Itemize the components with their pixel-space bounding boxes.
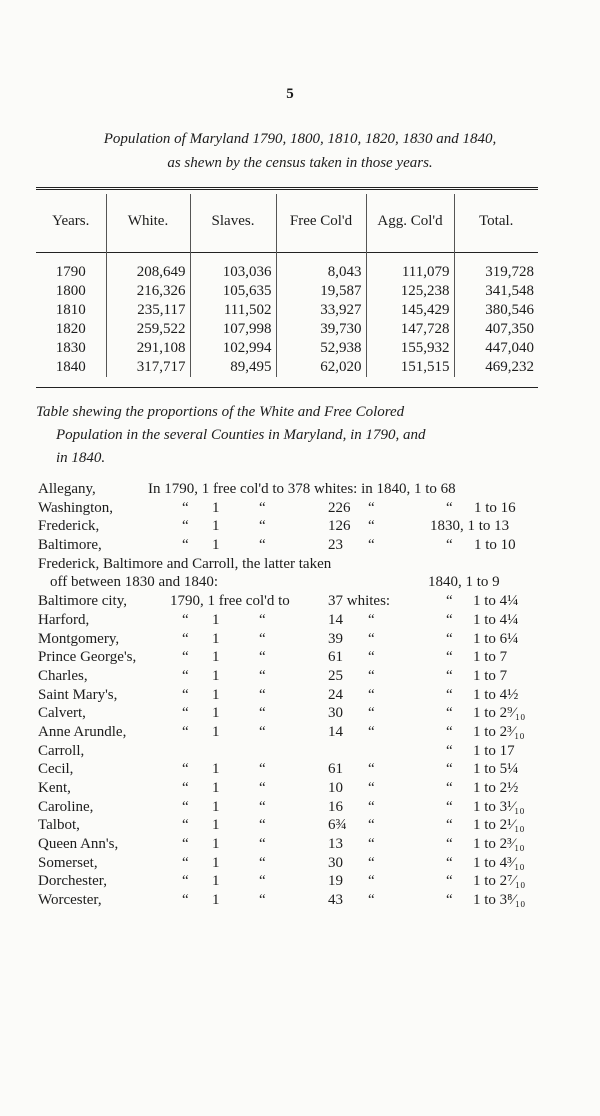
ditto-mark: “ <box>446 798 453 815</box>
ratio-1840: 1 to 16 <box>474 499 516 516</box>
cell-slaves: 89,495 <box>190 358 276 377</box>
cell-year: 1790 <box>55 264 86 280</box>
ratio-one: 1 <box>212 537 220 554</box>
whites-1790: 10 <box>328 780 343 796</box>
whites-1790: 43 <box>328 892 343 909</box>
county-name: Washington, <box>38 499 114 516</box>
cell-total: 447,040 <box>454 339 538 358</box>
county-name: Prince George's, <box>38 649 137 666</box>
page-title <box>30 127 570 175</box>
county-row <box>38 854 558 873</box>
cell-free-colored: 39,730 <box>276 320 366 339</box>
county-name: Anne Arundle, <box>38 723 127 740</box>
cell-slaves: 111,502 <box>190 301 276 320</box>
title-line-1: Population of Maryland 1790, 1800, 1810, 1820, 1830 and 1840, <box>103 131 497 147</box>
county-row <box>38 779 558 798</box>
ratio-one: 1 <box>212 611 220 628</box>
census-row <box>36 358 538 377</box>
county-name: Worcester, <box>38 892 102 909</box>
ditto-mark: “ <box>368 667 375 684</box>
ratio-one: 1 <box>212 630 220 647</box>
county-row <box>38 686 558 705</box>
ditto-mark: “ <box>446 836 453 853</box>
ratio-1840: 1 to 2⁹⁄₁₀ <box>473 705 526 722</box>
county-row <box>38 517 558 536</box>
county-proportions-list <box>38 480 558 910</box>
county-name: Saint Mary's, <box>38 686 118 703</box>
cell-year: 1810 <box>55 302 86 318</box>
census-row <box>36 282 538 301</box>
cell-total: 380,546 <box>454 301 538 320</box>
note-row <box>38 573 558 592</box>
ditto-mark: “ <box>182 611 189 628</box>
ratio-1840: 1 to 10 <box>474 537 516 554</box>
top-double-rule <box>36 187 538 190</box>
table2-title-line-3: in 1840. <box>56 450 106 466</box>
ditto-mark: “ <box>446 761 453 778</box>
ditto-mark: “ <box>182 798 189 815</box>
county-row <box>38 760 558 779</box>
ditto-mark: “ <box>368 873 375 890</box>
cell-free-colored: 33,927 <box>276 301 366 320</box>
cell-agg-colored: 147,728 <box>366 320 454 339</box>
county-name: Montgomery, <box>38 630 120 647</box>
whites-1790: 16 <box>328 798 343 815</box>
whites-1790: 19 <box>328 873 343 890</box>
table2-title-line-1: Table shewing the proportions of the White and Free Colored <box>36 404 405 420</box>
county-name: Caroline, <box>38 798 94 815</box>
county-name: Kent, <box>38 780 71 796</box>
county-name: Queen Ann's, <box>38 836 119 853</box>
ditto-mark: “ <box>259 705 266 722</box>
ratio-1840: 1 to 3¹⁄₁₀ <box>473 798 525 815</box>
cell-total: 341,548 <box>454 282 538 301</box>
ditto-mark: “ <box>368 611 375 628</box>
ditto-mark: “ <box>259 892 266 909</box>
cell-year: 1800 <box>55 283 86 299</box>
county-ratio-text: In 1790, 1 free col'd to 378 whites: in 1840, 1 to 68 <box>148 481 456 497</box>
whites-1790: 37 whites: <box>328 593 391 610</box>
county-row <box>38 872 558 891</box>
note-ratio: 1840, 1 to 9 <box>428 574 500 591</box>
cell-year: 1820 <box>55 321 86 337</box>
county-name: Baltimore city, <box>38 593 128 610</box>
ditto-mark: “ <box>446 873 453 890</box>
ditto-mark: “ <box>446 499 453 516</box>
whites-1790: 13 <box>328 836 343 853</box>
cell-agg-colored: 151,515 <box>366 358 454 377</box>
county-name: Calvert, <box>38 705 86 722</box>
ditto-mark: “ <box>259 667 266 684</box>
census-header-row <box>36 194 538 248</box>
ditto-mark: “ <box>259 836 266 853</box>
cell-free-colored: 19,587 <box>276 282 366 301</box>
ditto-mark: “ <box>182 518 189 535</box>
county-row <box>38 723 558 742</box>
note-row <box>38 555 558 574</box>
ratio-one: 1 <box>212 649 220 666</box>
county-name: Somerset, <box>38 854 98 871</box>
ditto-mark: “ <box>259 630 266 647</box>
cell-slaves: 102,994 <box>190 339 276 358</box>
ratio-one: 1 <box>212 761 220 778</box>
cell-slaves: 107,998 <box>190 320 276 339</box>
whites-1790: 30 <box>328 854 343 871</box>
header-slaves: Slaves. <box>190 194 276 248</box>
whites-1790: 14 <box>328 723 343 740</box>
ditto-mark: “ <box>259 854 266 871</box>
ditto-mark: “ <box>368 892 375 909</box>
ditto-mark: “ <box>259 780 266 796</box>
cell-free-colored: 52,938 <box>276 339 366 358</box>
county-name: Baltimore, <box>38 537 102 554</box>
ratio-one: 1 <box>212 798 220 815</box>
county-row <box>38 891 558 910</box>
county-name: Harford, <box>38 611 90 628</box>
ratio-1840: 1 to 6¼ <box>473 630 519 647</box>
census-row <box>36 320 538 339</box>
county-row <box>38 704 558 723</box>
whites-1790: 14 <box>328 611 343 628</box>
ditto-mark: “ <box>182 499 189 516</box>
ratio-1840: 1 to 17 <box>473 742 515 759</box>
county-row <box>38 611 558 630</box>
ratio-1840: 1 to 5¼ <box>473 761 519 778</box>
ratio-one: 1 <box>212 686 220 703</box>
ratio-1840: 1830, 1 to 13 <box>430 518 510 535</box>
header-years: Years. <box>52 212 90 229</box>
county-name: Allegany, <box>38 481 96 497</box>
ratio-1840: 1 to 3⁸⁄₁₀ <box>473 892 526 909</box>
county-row <box>38 592 558 611</box>
cell-white: 259,522 <box>106 320 190 339</box>
ditto-mark: “ <box>259 537 266 554</box>
whites-1790: 126 <box>328 518 351 535</box>
cell-white: 317,717 <box>106 358 190 377</box>
county-row <box>38 480 558 499</box>
ditto-mark: “ <box>182 836 189 853</box>
county-row <box>38 798 558 817</box>
ditto-mark: “ <box>182 667 189 684</box>
ratio-1840: 1 to 2½ <box>473 780 519 796</box>
ditto-mark: “ <box>446 611 453 628</box>
header-free-colored: Free Col'd <box>276 194 366 248</box>
ditto-mark: “ <box>446 649 453 666</box>
cell-total: 319,728 <box>454 263 538 282</box>
ratio-1840: 1 to 7 <box>473 667 508 684</box>
ditto-mark: “ <box>368 705 375 722</box>
cell-white: 291,108 <box>106 339 190 358</box>
county-row <box>38 499 558 518</box>
ditto-mark: “ <box>182 649 189 666</box>
ditto-mark: “ <box>259 686 266 703</box>
ratio-one: 1 <box>212 873 220 890</box>
county-name: Dorchester, <box>38 873 107 890</box>
header-white: White. <box>106 194 190 248</box>
ditto-mark: “ <box>182 873 189 890</box>
census-table <box>36 194 538 377</box>
bottom-rule <box>36 387 538 388</box>
ditto-mark: “ <box>368 854 375 871</box>
ratio-one: 1 <box>212 667 220 684</box>
whites-1790: 226 <box>328 499 351 516</box>
header-agg-colored: Agg. Col'd <box>366 194 454 248</box>
ditto-mark: “ <box>446 686 453 703</box>
ditto-mark: “ <box>446 705 453 722</box>
ditto-mark: “ <box>259 817 266 834</box>
cell-agg-colored: 155,932 <box>366 339 454 358</box>
ratio-one: 1 <box>212 854 220 871</box>
ditto-mark: “ <box>182 630 189 647</box>
whites-1790: 30 <box>328 705 343 722</box>
ditto-mark: “ <box>368 836 375 853</box>
page-number: 5 <box>286 86 294 102</box>
ratio-one: 1 <box>212 499 220 516</box>
note-line-1: Frederick, Baltimore and Carroll, the latter taken <box>38 555 332 572</box>
whites-1790: 24 <box>328 686 343 703</box>
ratio-1840: 1 to 7 <box>473 649 508 666</box>
ratio-1840: 1 to 4¼ <box>473 593 519 610</box>
ditto-mark: “ <box>368 499 375 516</box>
whites-1790: 61 <box>328 649 343 666</box>
ratio-one: 1 <box>212 780 220 796</box>
ditto-mark: “ <box>182 892 189 909</box>
cell-agg-colored: 145,429 <box>366 301 454 320</box>
county-name: Frederick, <box>38 518 100 535</box>
ditto-mark: “ <box>368 630 375 647</box>
ditto-mark: “ <box>368 780 375 796</box>
census-row <box>36 263 538 282</box>
ditto-mark: “ <box>446 854 453 871</box>
ditto-mark: “ <box>259 611 266 628</box>
census-row <box>36 301 538 320</box>
whites-1790: 6¾ <box>328 817 347 834</box>
ditto-mark: “ <box>368 761 375 778</box>
ditto-mark: “ <box>182 686 189 703</box>
whites-1790: 39 <box>328 630 343 647</box>
ditto-mark: “ <box>259 873 266 890</box>
ditto-mark: “ <box>368 537 375 554</box>
ditto-mark: “ <box>182 723 189 740</box>
ratio-1840: 1 to 2¹⁄₁₀ <box>473 817 525 834</box>
ratio-1840: 1 to 2⁷⁄₁₀ <box>473 873 526 890</box>
ditto-mark: “ <box>259 649 266 666</box>
ditto-mark: “ <box>368 518 375 535</box>
cell-year: 1840 <box>55 359 86 375</box>
ditto-mark: “ <box>182 705 189 722</box>
ditto-mark: “ <box>368 686 375 703</box>
cell-white: 216,326 <box>106 282 190 301</box>
ratio-1840: 1 to 2³⁄₁₀ <box>473 836 525 853</box>
ditto-mark: “ <box>182 817 189 834</box>
ditto-mark: “ <box>446 817 453 834</box>
county-row <box>38 816 558 835</box>
cell-total: 469,232 <box>454 358 538 377</box>
ditto-mark: “ <box>259 723 266 740</box>
header-total: Total. <box>454 194 538 248</box>
ditto-mark: “ <box>446 780 453 796</box>
ratio-1840: 1 to 4½ <box>473 686 519 703</box>
cell-agg-colored: 125,238 <box>366 282 454 301</box>
census-row <box>36 339 538 358</box>
county-row <box>38 648 558 667</box>
cell-white: 208,649 <box>106 263 190 282</box>
ditto-mark: “ <box>446 892 453 909</box>
ratio-1840: 1 to 2³⁄₁₀ <box>473 723 525 740</box>
ditto-mark: “ <box>446 537 453 554</box>
ditto-mark: “ <box>368 798 375 815</box>
ditto-mark: “ <box>368 817 375 834</box>
county-row <box>38 667 558 686</box>
ditto-mark: “ <box>446 630 453 647</box>
cell-white: 235,117 <box>106 301 190 320</box>
cell-slaves: 105,635 <box>190 282 276 301</box>
ratio-one: 1 <box>212 836 220 853</box>
cell-slaves: 103,036 <box>190 263 276 282</box>
county-row <box>38 536 558 555</box>
table2-title <box>36 401 546 470</box>
ditto-mark: “ <box>259 499 266 516</box>
spacer-row <box>36 248 538 263</box>
ditto-mark: “ <box>182 780 189 796</box>
whites-1790: 25 <box>328 667 343 684</box>
county-row <box>38 630 558 649</box>
ratio-one: 1 <box>212 518 220 535</box>
ditto-mark: “ <box>259 798 266 815</box>
ditto-mark: “ <box>446 667 453 684</box>
ditto-mark: “ <box>259 518 266 535</box>
ratio-1840: 1 to 4³⁄₁₀ <box>473 854 525 871</box>
county-name: Cecil, <box>38 761 74 778</box>
whites-1790: 23 <box>328 537 343 554</box>
ditto-mark: “ <box>182 761 189 778</box>
county-ratio-text: 1790, 1 free col'd to <box>170 593 290 610</box>
ratio-one: 1 <box>212 705 220 722</box>
ditto-mark: “ <box>182 537 189 554</box>
table2-title-line-2: Population in the several Counties in Maryland, in 1790, and <box>56 427 426 443</box>
ditto-mark: “ <box>446 723 453 740</box>
ditto-mark: “ <box>182 854 189 871</box>
note-line-2: off between 1830 and 1840: <box>50 574 219 591</box>
county-row <box>38 742 558 761</box>
ratio-one: 1 <box>212 817 220 834</box>
cell-agg-colored: 111,079 <box>366 263 454 282</box>
ditto-mark: “ <box>446 593 453 610</box>
county-name: Talbot, <box>38 817 80 834</box>
ratio-one: 1 <box>212 723 220 740</box>
ratio-one: 1 <box>212 892 220 909</box>
ratio-1840: 1 to 4¼ <box>473 611 519 628</box>
county-name: Carroll, <box>38 742 85 759</box>
cell-total: 407,350 <box>454 320 538 339</box>
cell-year: 1830 <box>55 340 86 356</box>
cell-free-colored: 62,020 <box>276 358 366 377</box>
whites-1790: 61 <box>328 761 343 778</box>
county-name: Charles, <box>38 667 88 684</box>
title-line-2: as shewn by the census taken in those years. <box>167 155 433 171</box>
ditto-mark: “ <box>259 761 266 778</box>
ditto-mark: “ <box>446 742 453 759</box>
cell-free-colored: 8,043 <box>276 263 366 282</box>
county-row <box>38 835 558 854</box>
ditto-mark: “ <box>368 649 375 666</box>
ditto-mark: “ <box>368 723 375 740</box>
